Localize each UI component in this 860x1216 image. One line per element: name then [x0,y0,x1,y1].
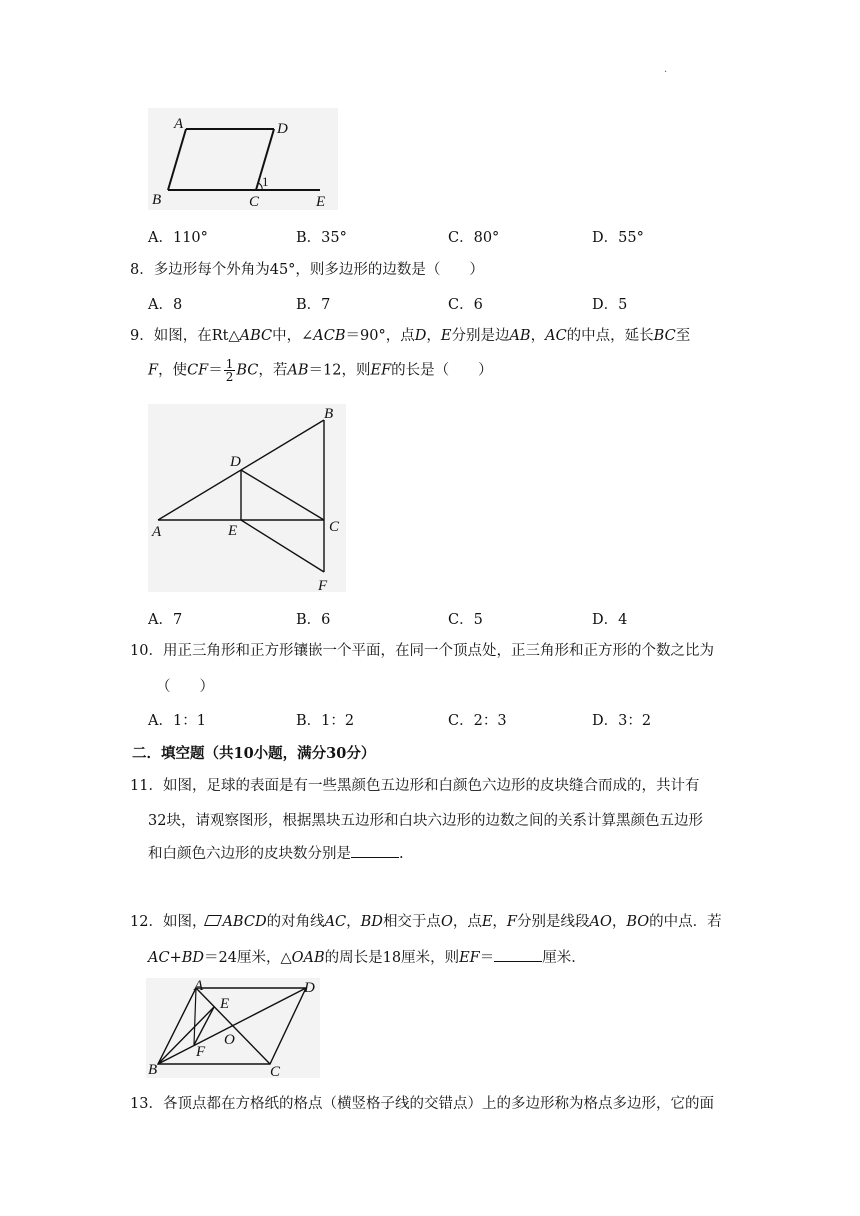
q7-option-d: D．55° [592,230,644,246]
parallelogram-icon [204,915,222,926]
q7-parallelogram-figure [148,108,338,210]
q9-label-e: E [228,523,238,539]
q7-label-c: C [249,194,260,210]
q12-label-b: B [148,1062,158,1078]
q9-option-a: A．7 [148,612,183,628]
q11-line-1: 11．如图，足球的表面是有一些黑颜色五边形和白颜色六边形的皮块缝合而成的，共计有 [130,778,700,794]
q9-option-d: D．4 [592,612,628,628]
q13-line-1: 13．各顶点都在方格纸的格点（横竖格子线的交错点）上的多边形称为格点多边形，它的面 [130,1096,714,1112]
q7-label-a: A [174,116,184,132]
q7-label-angle-1: 1 [262,174,269,189]
q12-label-a: A [194,978,204,994]
q12-label-c: C [270,1064,281,1078]
q7-option-b: B．35° [296,230,347,246]
q10-line-1: 10．用正三角形和正方形镶嵌一个平面，在同一个顶点处，正三角形和正方形的个数之比为 [130,643,714,659]
q12-line-2: AC+BD＝24厘米，△OAB的周长是18厘米，则EF＝ 厘米． [148,946,586,967]
q9-fraction: $\frac{1}{2}$ [225,357,234,384]
q12-label-d: D [304,980,315,996]
q12-label-f: F [196,1044,206,1060]
q7-label-b: B [152,192,162,208]
q9-label-c: C [329,519,340,535]
q8-option-d: D．5 [592,297,628,313]
q10-option-a: A．1：1 [148,713,206,729]
page-mark: . [664,64,668,75]
q8-text: 8．多边形每个外角为45°，则多边形的边数是（ ） [130,262,484,278]
q9-line-1: 9．如图，在Rt△ABC中，∠ACB＝90°，点D，E分别是边AB，AC的中点，延长BC至 [130,328,691,344]
q7-options [148,226,708,246]
q7-option-c: C．80° [448,230,500,246]
q9-triangle-figure [148,404,346,592]
q10-option-c: C．2：3 [448,713,507,729]
q9-option-c: C．5 [448,612,483,628]
q10-line-2: （ ） [156,679,214,695]
q9-label-a: A [152,524,162,540]
q7-label-e: E [316,194,326,210]
q12-label-o: O [224,1032,235,1048]
q8-options [148,293,708,313]
q9-label-b: B [324,406,334,422]
q12-answer-blank [494,947,542,962]
q7-option-a: A．110° [148,230,208,246]
q9-label-f: F [318,578,328,592]
q11-line-2: 32块，请观察图形，根据黑块五边形和白块六边形的边数之间的关系计算黑颜色五边形 [148,813,703,829]
q10-options [148,709,708,729]
q9-label-d: D [230,454,241,470]
q9-options [148,608,708,628]
q12-line-1: 12．如图， ABCD的对角线AC，BD相交于点O，点E，F分别是线段AO，BO的中点．若 [130,914,722,930]
q8-option-b: B．7 [296,297,331,313]
q12-label-e: E [220,996,230,1012]
q11-line-3: 和白颜色六边形的皮块数分别是 . [148,842,404,863]
q8-option-a: A．8 [148,297,183,313]
section-2-heading: 二．填空题（共10小题，满分30分） [132,745,376,762]
q11-answer-blank [351,843,399,858]
q10-option-b: B．1：2 [296,713,355,729]
q7-label-d: D [277,121,288,137]
q9-line-2: F，使CF＝ $\frac{1}{2}$ BC，若AB＝12，则EF的长是（ ） [148,357,493,384]
q9-option-b: B．6 [296,612,331,628]
q10-option-d: D．3：2 [592,713,652,729]
q12-parallelogram-figure [146,978,320,1078]
q8-option-c: C．6 [448,297,483,313]
